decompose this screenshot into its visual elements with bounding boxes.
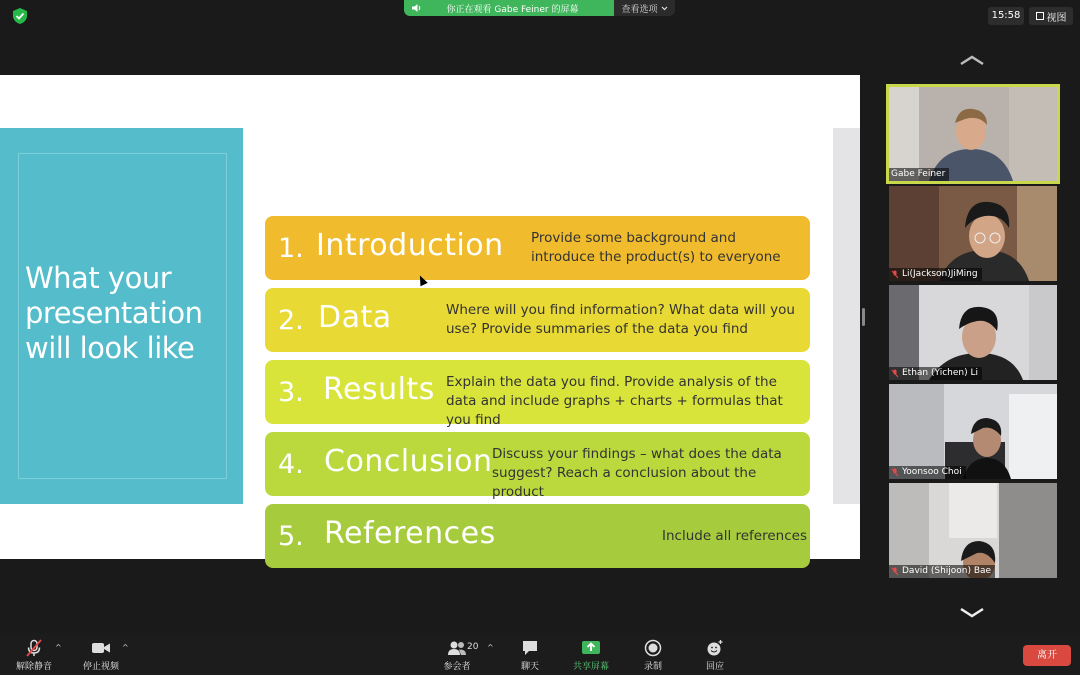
meeting-toolbar bbox=[0, 633, 1080, 675]
emoji-plus-icon bbox=[706, 639, 724, 657]
meeting-clock: 15:58 bbox=[988, 7, 1024, 25]
video-feed bbox=[889, 186, 1057, 281]
grid-icon bbox=[1036, 12, 1044, 20]
agenda-item-number: 2. bbox=[278, 305, 304, 336]
share-screen-label: 共享屏幕 bbox=[572, 662, 609, 672]
agenda-item-name: References bbox=[324, 516, 496, 551]
participant-name: Ethan (Yichen) Li bbox=[902, 368, 978, 378]
share-banner-text: 你正在观看 Gabe Feiner 的屏幕 bbox=[446, 4, 579, 15]
agenda-item-desc: Include all references bbox=[662, 528, 807, 544]
mic-muted-icon bbox=[891, 567, 899, 576]
chat-bubble-icon bbox=[521, 639, 539, 657]
participant-tile-gabe[interactable] bbox=[886, 84, 1060, 184]
slide-side-strip bbox=[833, 128, 860, 504]
agenda-item-desc: Discuss your findings – what does the data suggest? Reach a conclusion about the product bbox=[492, 446, 782, 500]
participant-tile-li-jackson[interactable] bbox=[889, 186, 1057, 281]
participant-label bbox=[889, 168, 949, 181]
agenda-item-desc: Explain the data you find. Provide analysis of the data and include graphs + charts + formulas that you find bbox=[446, 374, 783, 428]
participant-tile-david[interactable] bbox=[889, 483, 1057, 578]
agenda-item-results bbox=[265, 360, 810, 428]
record-icon bbox=[644, 639, 662, 657]
participant-name: Li(Jackson)JiMing bbox=[902, 269, 978, 279]
scroll-down-chevron-icon[interactable] bbox=[958, 606, 986, 620]
shared-screen-slide[interactable] bbox=[0, 75, 860, 559]
chevron-down-icon bbox=[661, 6, 668, 11]
participant-label bbox=[889, 268, 982, 281]
speaker-icon[interactable] bbox=[411, 3, 423, 13]
video-feed bbox=[889, 285, 1057, 380]
share-screen-button[interactable] bbox=[570, 639, 612, 672]
participant-name: David (Shijoon) Bae bbox=[902, 566, 992, 576]
video-feed bbox=[889, 87, 1057, 181]
view-layout-button[interactable] bbox=[1029, 7, 1073, 25]
video-camera-icon bbox=[91, 639, 111, 657]
agenda-item-name: Data bbox=[318, 300, 392, 335]
chat-button[interactable] bbox=[515, 639, 545, 672]
participants-options-caret-icon[interactable]: ^ bbox=[487, 643, 494, 652]
agenda-item-introduction bbox=[265, 216, 810, 280]
participant-name: Yoonsoo Choi bbox=[902, 467, 962, 477]
agenda-item-name: Introduction bbox=[316, 228, 504, 263]
view-options-button[interactable] bbox=[614, 0, 675, 16]
mic-muted-icon bbox=[25, 639, 43, 657]
stop-video-label: 停止视频 bbox=[82, 662, 119, 672]
screen-share-banner bbox=[404, 0, 614, 16]
participant-label bbox=[889, 466, 966, 479]
video-feed bbox=[889, 384, 1057, 479]
stop-video-button[interactable] bbox=[80, 639, 122, 672]
share-screen-icon bbox=[581, 639, 601, 657]
agenda-item-desc: Where will you find information? What data will you use? Provide summaries of the data you find bbox=[446, 302, 795, 337]
reactions-button[interactable] bbox=[700, 639, 730, 672]
participant-name: Gabe Feiner bbox=[891, 169, 946, 179]
record-button[interactable] bbox=[638, 639, 668, 672]
agenda-item-number: 3. bbox=[278, 377, 304, 408]
scroll-up-chevron-icon[interactable] bbox=[958, 53, 986, 67]
mic-muted-icon bbox=[891, 270, 899, 279]
unmute-label: 解除静音 bbox=[15, 662, 52, 672]
view-layout-label: 视图 bbox=[1046, 12, 1067, 24]
slide-title: What your presentation will look like bbox=[25, 261, 203, 365]
agenda-item-data bbox=[265, 288, 810, 352]
participants-label: 参会者 bbox=[443, 662, 471, 672]
agenda-item-name: Results bbox=[323, 372, 435, 407]
mic-muted-icon bbox=[891, 369, 899, 378]
agenda-item-number: 5. bbox=[278, 521, 304, 552]
participant-tile-yoonsoo[interactable] bbox=[889, 384, 1057, 479]
agenda-item-number: 4. bbox=[278, 449, 304, 480]
reactions-label: 回应 bbox=[705, 662, 724, 672]
participant-label bbox=[889, 565, 995, 578]
agenda-item-references bbox=[265, 504, 810, 568]
agenda-item-conclusion bbox=[265, 432, 810, 500]
agenda-item-name: Conclusion bbox=[324, 444, 493, 479]
panel-resize-handle[interactable] bbox=[862, 308, 865, 326]
participant-count: 20 bbox=[467, 642, 479, 652]
agenda-item-desc: Provide some background and introduce the product(s) to everyone bbox=[531, 230, 781, 265]
mic-muted-icon bbox=[891, 468, 899, 477]
chat-label: 聊天 bbox=[520, 662, 539, 672]
unmute-button[interactable] bbox=[14, 639, 54, 672]
video-feed bbox=[889, 483, 1057, 578]
shield-check-icon[interactable] bbox=[11, 7, 29, 25]
participants-icon bbox=[447, 639, 467, 657]
participant-label bbox=[889, 367, 982, 380]
audio-options-caret-icon[interactable]: ^ bbox=[55, 643, 62, 652]
leave-meeting-button[interactable]: 离开 bbox=[1023, 645, 1071, 666]
participant-tile-ethan[interactable] bbox=[889, 285, 1057, 380]
agenda-item-number: 1. bbox=[278, 233, 304, 264]
view-options-label: 查看选项 bbox=[621, 4, 658, 15]
record-label: 录制 bbox=[643, 662, 662, 672]
video-options-caret-icon[interactable]: ^ bbox=[122, 643, 129, 652]
